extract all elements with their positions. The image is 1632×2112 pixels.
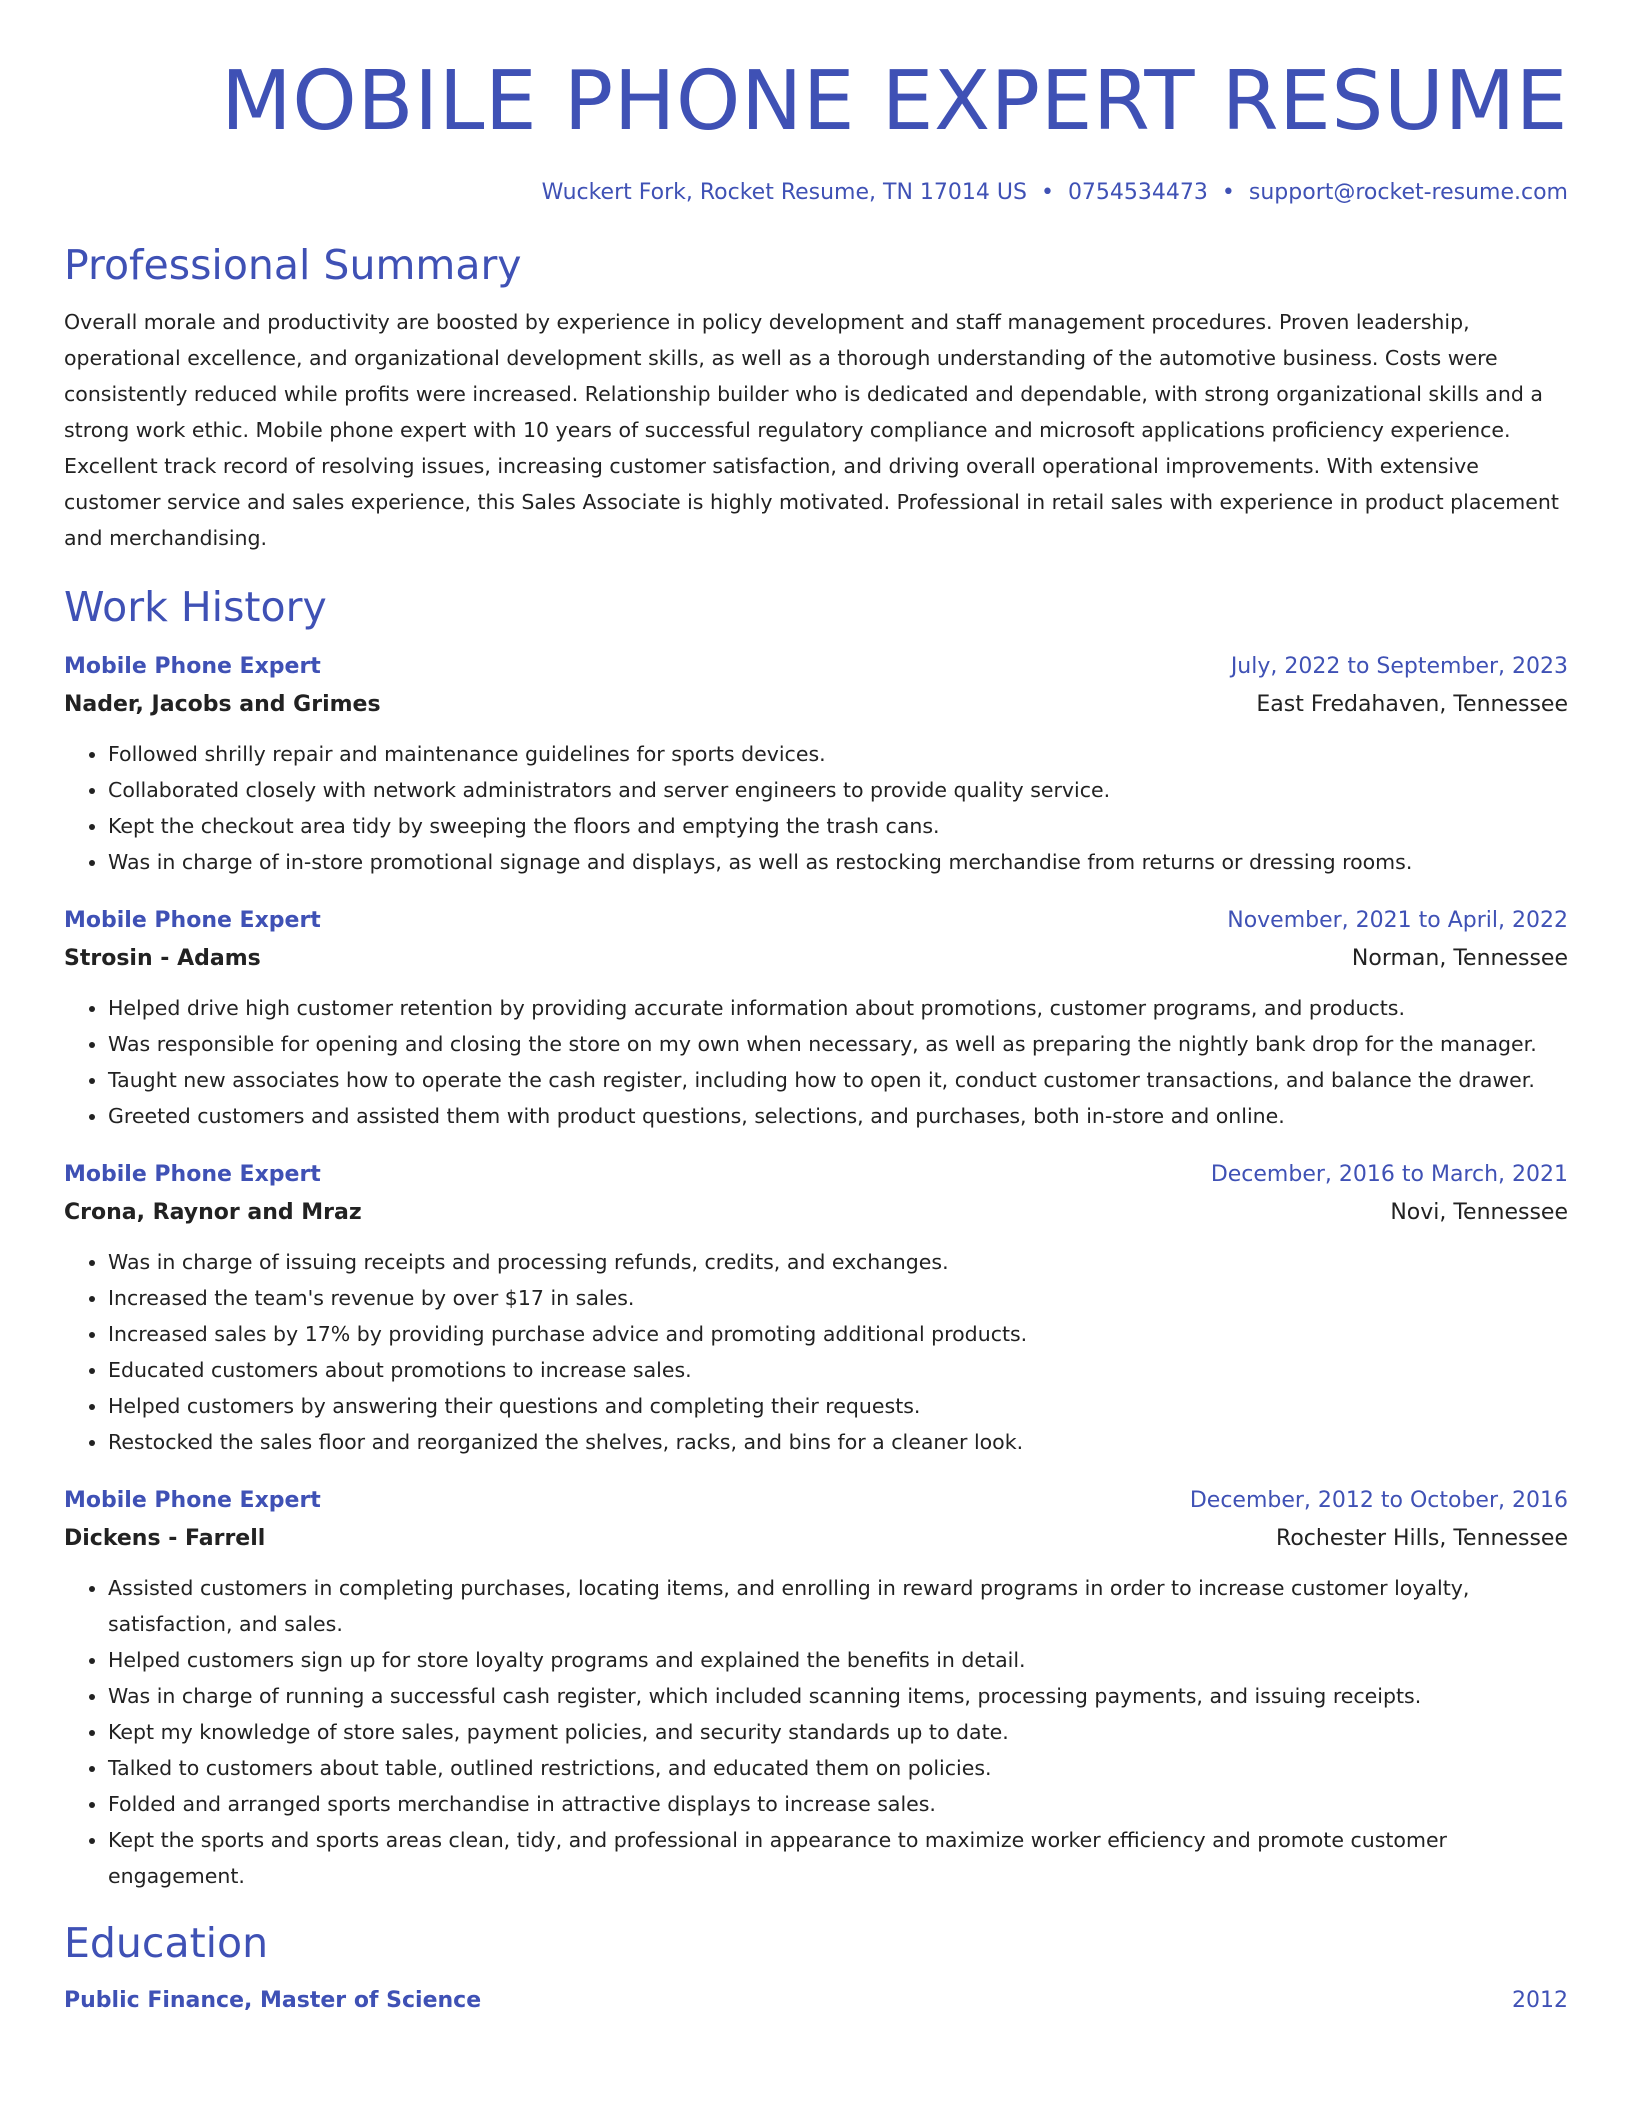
job-dates: December, 2012 to October, 2016 (1189, 1488, 1568, 1513)
job-dates: November, 2021 to April, 2022 (1227, 908, 1568, 933)
job-bullet: • Increased the team's revenue by over $17 in sales. (108, 1280, 1568, 1316)
contact-separator: • (1221, 180, 1235, 205)
job-title-row (64, 1482, 1568, 1520)
contact-address: Wuckert Fork, Rocket Resume, TN 17014 US (541, 180, 1027, 205)
job-bullet: • Folded and arranged sports merchandise in attractive displays to increase sales. (108, 1786, 1568, 1822)
job-bullet: • Helped customers sign up for store loyalty programs and explained the benefits in detail. (108, 1642, 1568, 1678)
job-bullet: • Was in charge of issuing receipts and processing refunds, credits, and exchanges. (108, 1244, 1568, 1280)
summary-heading: Professional Summary (64, 241, 522, 289)
job-bullets (64, 1244, 1568, 1460)
job-bullet: • Talked to customers about table, outlined restrictions, and educated them on policies. (108, 1750, 1568, 1786)
job-bullet: • Increased sales by 17% by providing purchase advice and promoting additional products. (108, 1316, 1568, 1352)
job-title-row (64, 902, 1568, 940)
job-title: Mobile Phone Expert (64, 908, 321, 933)
education-row (64, 1982, 1568, 2020)
job-bullets (64, 1570, 1568, 1894)
job-bullet: • Kept my knowledge of store sales, payment policies, and security standards up to date. (108, 1714, 1568, 1750)
resume-title: MOBILE PHONE EXPERT RESUME (221, 54, 1568, 149)
job-company-row (64, 1520, 1568, 1558)
job-title: Mobile Phone Expert (64, 654, 321, 679)
job-title: Mobile Phone Expert (64, 1488, 321, 1513)
job-bullet: • Helped drive high customer retention by providing accurate information about promotions, customer programs, and products. (108, 990, 1568, 1026)
job-bullet: • Greeted customers and assisted them with product questions, selections, and purchases, both in-store and online. (108, 1098, 1568, 1134)
job-bullets (64, 990, 1568, 1134)
summary-section (64, 240, 1568, 556)
job-title-row (64, 648, 1568, 686)
education-heading: Education (64, 1919, 269, 1967)
job-entry (64, 1482, 1568, 1894)
contact-phone: 0754534473 (1067, 180, 1208, 205)
job-dates: December, 2016 to March, 2021 (1210, 1162, 1568, 1187)
contact-separator: • (1040, 180, 1054, 205)
job-bullet: • Assisted customers in completing purchases, locating items, and enrolling in reward programs in order to increase customer loyalty, satisfaction, and sales. (108, 1570, 1568, 1642)
job-location: Novi, Tennessee (1390, 1200, 1568, 1225)
job-company: Strosin - Adams (64, 946, 261, 971)
job-company-row (64, 940, 1568, 978)
job-bullets (64, 736, 1568, 880)
job-bullet: • Helped customers by answering their questions and completing their requests. (108, 1388, 1568, 1424)
job-company: Nader, Jacobs and Grimes (64, 692, 381, 717)
job-company: Dickens - Farrell (64, 1526, 266, 1551)
job-location: Norman, Tennessee (1351, 946, 1568, 971)
job-entry (64, 648, 1568, 880)
job-company-row (64, 686, 1568, 724)
job-bullet: • Restocked the sales floor and reorganized the shelves, racks, and bins for a cleaner look. (108, 1424, 1568, 1460)
job-bullet: • Collaborated closely with network administrators and server engineers to provide quality service. (108, 772, 1568, 808)
job-location: Rochester Hills, Tennessee (1276, 1526, 1568, 1551)
job-title: Mobile Phone Expert (64, 1162, 321, 1187)
contact-line (64, 178, 1568, 208)
job-bullet: • Followed shrilly repair and maintenance guidelines for sports devices. (108, 736, 1568, 772)
education-section (64, 1918, 1568, 2020)
job-company-row (64, 1194, 1568, 1232)
job-bullet: • Was responsible for opening and closing the store on my own when necessary, as well as preparing the nightly bank drop for the manager. (108, 1026, 1568, 1062)
work-history-section (64, 582, 1568, 1894)
job-bullet: • Kept the sports and sports areas clean, tidy, and professional in appearance to maximize worker efficiency and promote customer engagement. (108, 1822, 1568, 1894)
job-dates: July, 2022 to September, 2023 (1230, 654, 1568, 679)
resume-header (64, 52, 1568, 208)
job-bullet: • Was in charge of in-store promotional signage and displays, as well as restocking merchandise from returns or dressing rooms. (108, 844, 1568, 880)
contact-email: support@rocket-resume.com (1248, 180, 1568, 205)
job-company: Crona, Raynor and Mraz (64, 1200, 362, 1225)
job-bullet: • Was in charge of running a successful cash register, which included scanning items, processing payments, and issuing receipts. (108, 1678, 1568, 1714)
job-bullet: • Taught new associates how to operate the cash register, including how to open it, conduct customer transactions, and balance the drawer. (108, 1062, 1568, 1098)
job-entry (64, 1156, 1568, 1460)
work-history-heading: Work History (64, 583, 327, 631)
summary-text: Overall morale and productivity are boosted by experience in policy development and staff management procedures. Proven leadership, operational excellence, and organizational development skills, as well as a thorough understanding of the automotive business. Costs were consistently reduced while profits were increased. Relationship builder who is dedicated and dependable, with strong organizational skills and a strong work ethic. Mobile phone expert with 10 years of successful regulatory compliance and microsoft applications proficiency experience. Excellent track record of resolving issues, increasing customer satisfaction, and driving overall operational improvements. With extensive customer service and sales experience, this Sales Associate is highly motivated. Professional in retail sales with experience in product placement and merchandising. (64, 310, 1559, 550)
job-entry (64, 902, 1568, 1134)
job-bullet: • Educated customers about promotions to increase sales. (108, 1352, 1568, 1388)
education-year: 2012 (1512, 1988, 1568, 2013)
job-location: East Fredahaven, Tennessee (1256, 692, 1568, 717)
job-bullet: • Kept the checkout area tidy by sweeping the floors and emptying the trash cans. (108, 808, 1568, 844)
education-degree: Public Finance, Master of Science (64, 1988, 482, 2013)
job-title-row (64, 1156, 1568, 1194)
